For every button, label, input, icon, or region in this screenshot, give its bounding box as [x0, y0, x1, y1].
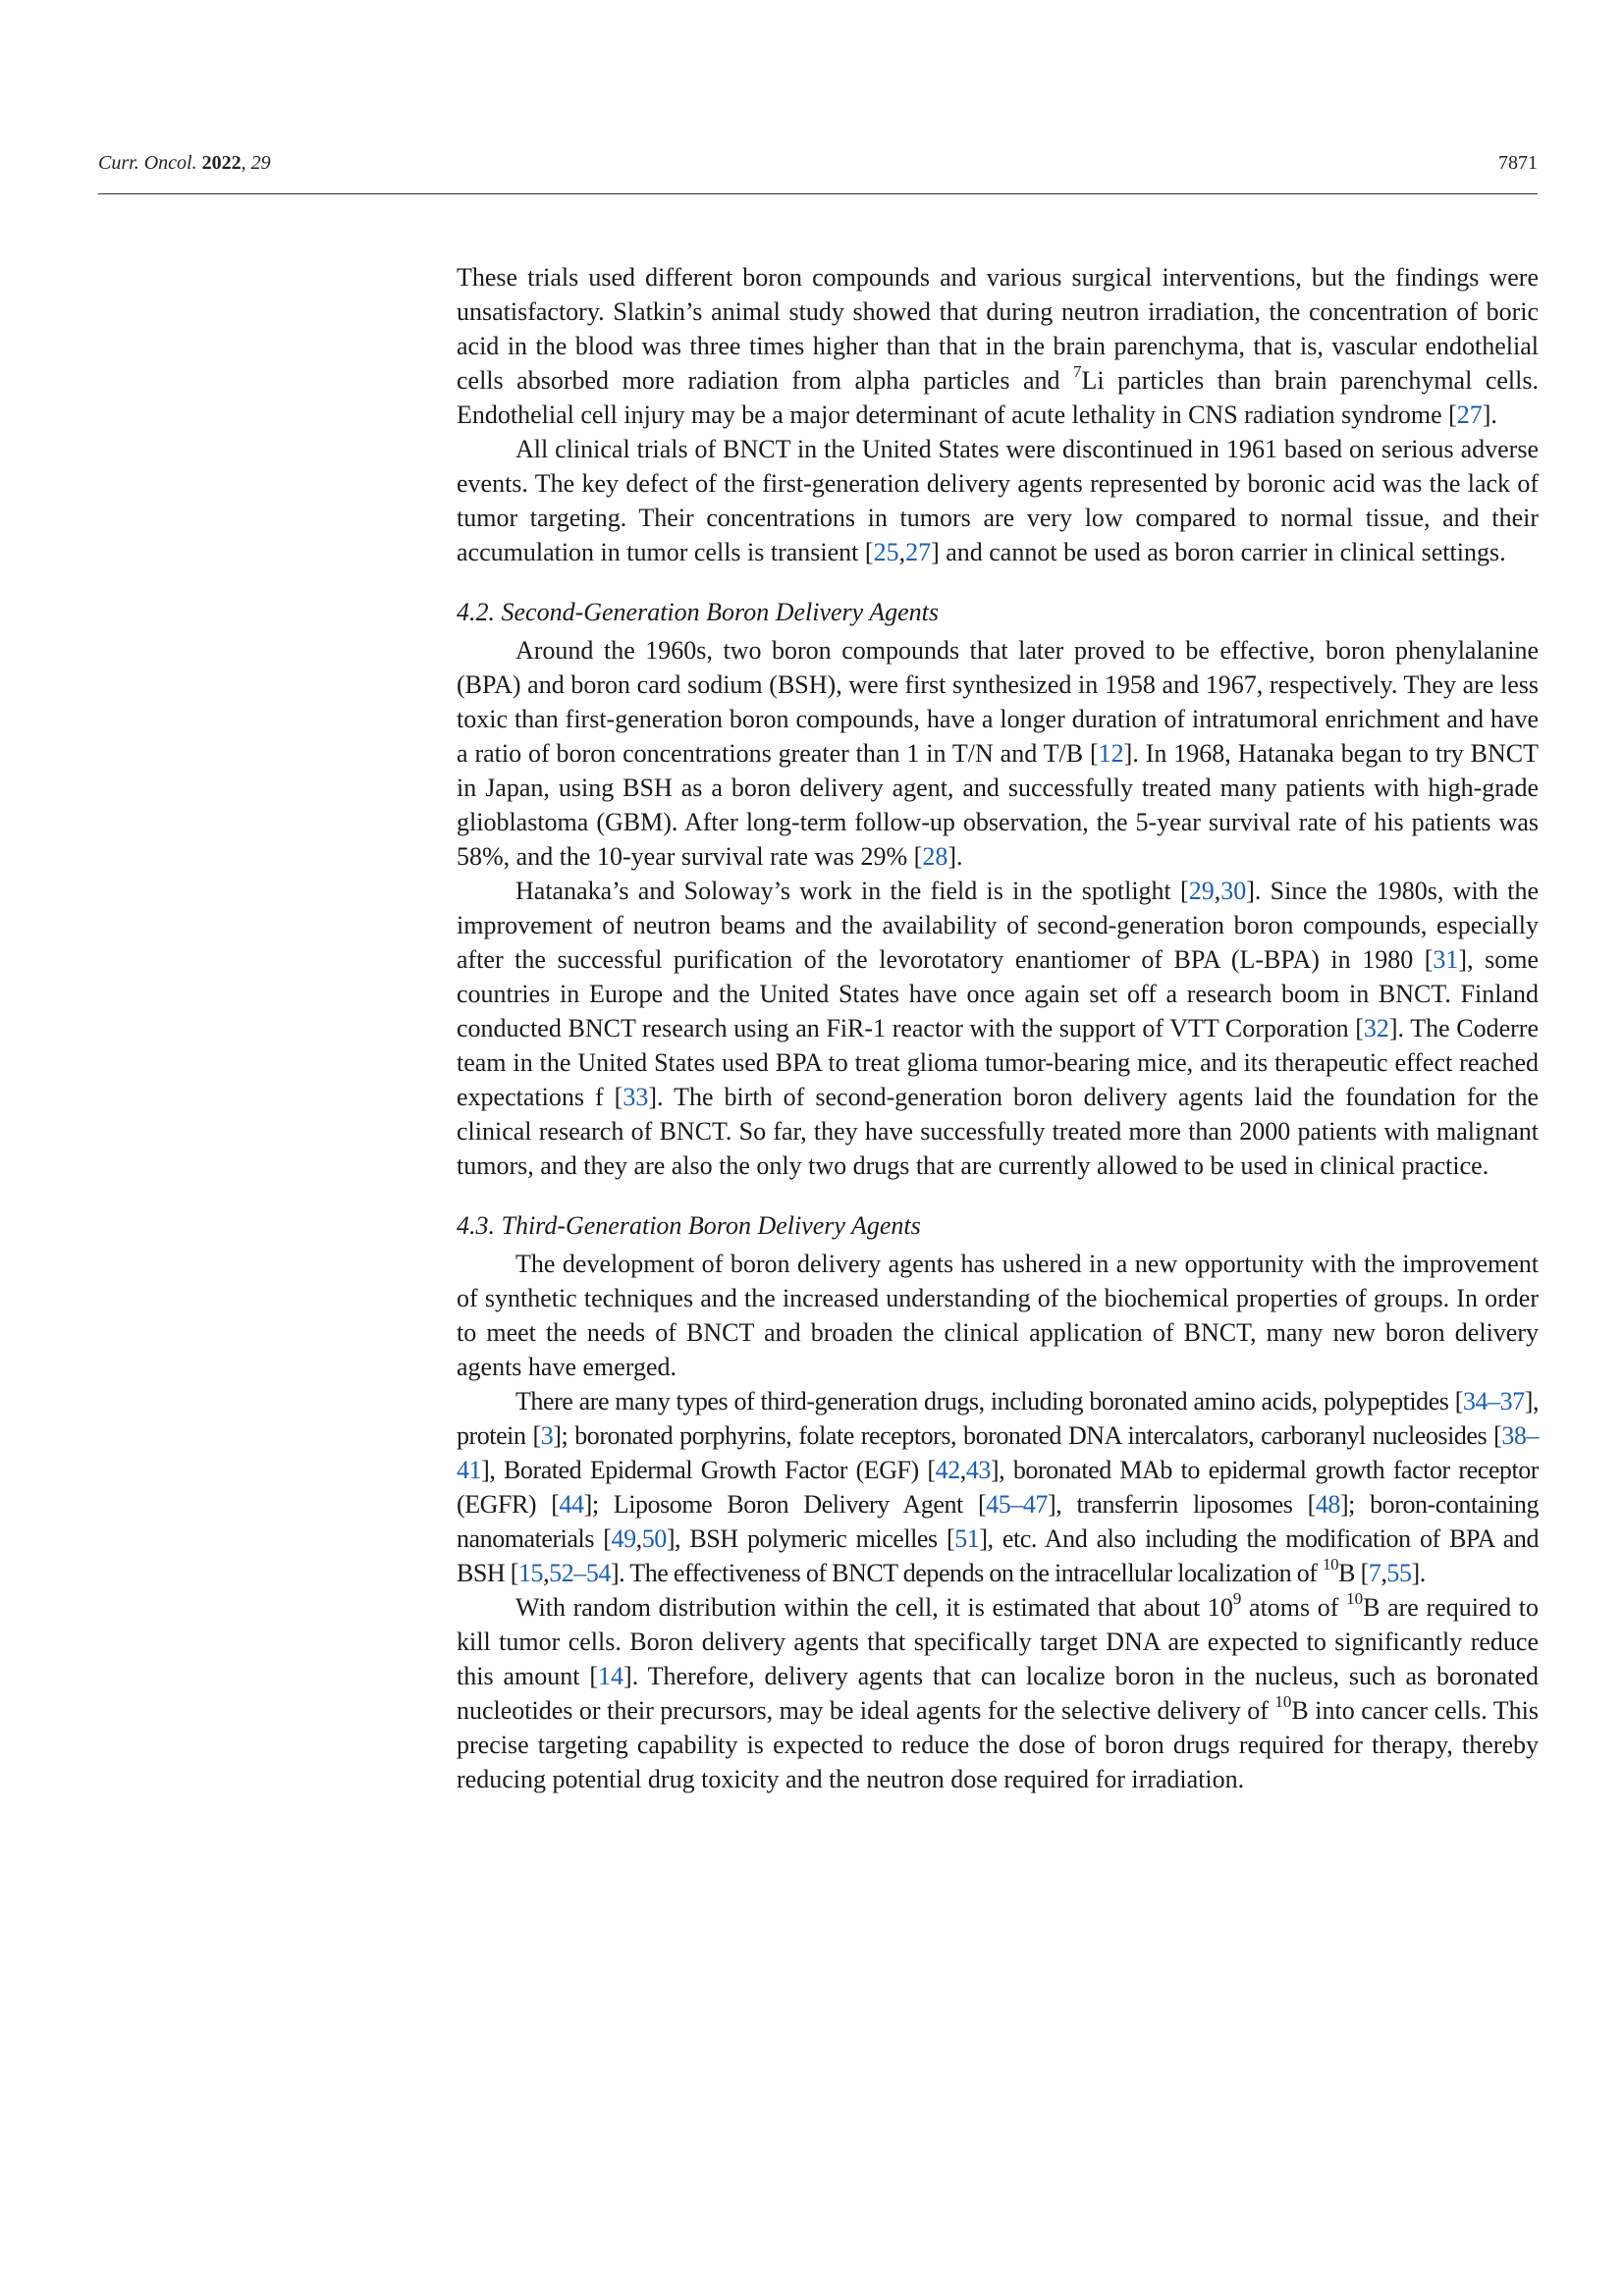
citation-link[interactable]: 14 — [598, 1662, 624, 1690]
superscript-exponent: 9 — [1232, 1589, 1242, 1609]
citation-link[interactable]: 32 — [1363, 1014, 1389, 1042]
citation-link[interactable]: 27 — [1456, 400, 1483, 429]
citation-link[interactable]: 44 — [559, 1490, 584, 1519]
superscript-isotope: 10 — [1346, 1589, 1364, 1609]
paragraph-new-agents — [457, 1247, 1539, 1384]
text-span: ], Borated Epidermal Growth Factor (EGF) [ — [481, 1456, 936, 1484]
text-span: All clinical trials of BNCT in the United States were discontinued in 1961 based on serious adverse events. The key defect of the first-generation delivery agents represented by boronic acid was the lack of tumor targeting. Their concentrations in tumors are very low compared to normal tissue, and their accumulation in tumor cells is transient [ — [457, 435, 1539, 566]
text-span: ], some countries in Europe and the United States have once again set off a research boom in BNCT. Finland conducted BNCT research using an FiR-1 reactor with the support of VTT Corporation [ — [457, 945, 1539, 1042]
citation-link[interactable]: 55 — [1386, 1559, 1412, 1587]
journal-name: Curr. Oncol. — [98, 152, 197, 174]
citation-link[interactable]: 52–54 — [549, 1559, 611, 1587]
superscript-isotope: 7 — [1073, 362, 1082, 382]
text-span: ]; Liposome Boron Delivery Agent [ — [583, 1490, 987, 1519]
text-span: ]; boron-containing nanomaterials [ — [457, 1490, 1539, 1553]
citation-separator: , — [635, 1524, 642, 1553]
text-span: ]. The birth of second-generation boron delivery agents laid the foundation for the clinical research of BNCT. So far, they have successfully treated more than 2000 patients with malignant tumors, and they are also the only two drugs that are currently allowed to be used in clinical practice. — [457, 1083, 1539, 1180]
paragraph-trials-discontinued — [457, 432, 1539, 569]
text-span: B into cancer cells. This precise targeting capability is expected to reduce the dose of boron drugs required for therapy, thereby reducing potential drug toxicity and the neutron dose required for irradiation. — [457, 1696, 1539, 1793]
citation-separator: , — [1214, 877, 1221, 905]
citation-link[interactable]: 51 — [954, 1524, 980, 1553]
journal-volume: 29 — [250, 152, 271, 174]
text-span: ]. — [1411, 1559, 1426, 1587]
text-span: The development of boron delivery agents has ushered in a new opportunity with the improvement of synthetic techniques and the increased understanding of the biochemical properties of groups. In order to meet the needs of BNCT and broaden the clinical application of BNCT, many new boron delivery agents have emerged. — [457, 1250, 1539, 1381]
text-span: B [ — [1338, 1559, 1369, 1587]
citation-link[interactable]: 45–47 — [986, 1490, 1048, 1519]
text-span: Around the 1960s, two boron compounds that later proved to be effective, boron phenylalanine (BPA) and boron card sodium (BSH), were first synthesized in 1958 and 1967, respectively. They are less toxic than first-generation boron compounds, have a longer duration of intratumoral enrichment and have a ratio of boron concentrations greater than 1 in T/N and T/B [ — [457, 636, 1539, 768]
text-span: ]. The Coderre team in the United States used BPA to treat glioma tumor-bearing mice, and its therapeutic effect reached expectations f [ — [457, 1014, 1539, 1111]
text-span: ]. — [1482, 400, 1497, 429]
citation-separator: , — [543, 1559, 550, 1587]
paragraph-third-gen-types — [457, 1384, 1539, 1590]
text-span: ]. — [947, 842, 963, 871]
body-text-column — [457, 260, 1539, 1796]
text-span: ]. Therefore, delivery agents that can localize boron in the nucleus, such as boronated nucleotides or their precursors, may be ideal agents for the selective delivery of — [457, 1662, 1539, 1725]
text-span: These trials used different boron compounds and various surgical interventions, but the findings were unsatisfactory. Slatkin’s animal study showed that during neutron irradiation, the concentration of boric acid in the blood was three times higher than that in the brain parenchyma, that is, vascular endothelial cells absorbed more radiation from alpha particles and — [457, 263, 1539, 395]
text-span: ], boronated MAb to epidermal growth factor receptor (EGFR) [ — [457, 1456, 1539, 1519]
citation-link[interactable]: 50 — [641, 1524, 667, 1553]
text-span: ]. The effectiveness of BNCT depends on the intracellular localization of — [610, 1559, 1324, 1587]
paragraph-research-boom — [457, 874, 1539, 1183]
text-span: ] and cannot be used as boron carrier in clinical settings. — [931, 538, 1506, 566]
citation-link[interactable]: 38–41 — [457, 1421, 1540, 1484]
text-span: Hatanaka’s and Soloway’s work in the field is in the spotlight [ — [515, 877, 1189, 905]
citation-link[interactable]: 29 — [1188, 877, 1215, 905]
citation-link[interactable]: 48 — [1315, 1490, 1340, 1519]
citation-link[interactable]: 15 — [518, 1559, 544, 1587]
text-span: ], etc. And also including the modification of BPA and BSH [ — [457, 1524, 1540, 1587]
journal-citation: Curr. Oncol. 2022, 29 — [98, 152, 271, 174]
citation-separator: , — [898, 538, 906, 566]
citation-link[interactable]: 27 — [905, 538, 932, 566]
section-heading-4-3: 4.3. Third-Generation Boron Delivery Agents — [457, 1211, 921, 1240]
text-span: There are many types of third-generation drugs, including boronated amino acids, polypeptides [ — [515, 1387, 1463, 1415]
citation-link[interactable]: 7 — [1368, 1559, 1381, 1587]
section-heading-4-2: 4.2. Second-Generation Boron Delivery Agents — [457, 598, 939, 626]
text-span: ], BSH polymeric micelles [ — [666, 1524, 955, 1553]
text-span: B are required to kill tumor cells. Boron delivery agents that specifically target DNA are expected to significantly reduce this amount [ — [457, 1593, 1539, 1690]
citation-separator: , — [959, 1456, 966, 1484]
citation-separator: , — [1380, 1559, 1387, 1587]
citation-link[interactable]: 34–37 — [1462, 1387, 1525, 1415]
superscript-isotope: 10 — [1274, 1692, 1292, 1712]
journal-year: 2022 — [201, 152, 242, 174]
text-span: ]. In 1968, Hatanaka began to try BNCT in Japan, using BSH as a boron delivery agent, and successfully treated many patients with high-grade glioblastoma (GBM). After long-term follow-up observation, the 5-year survival rate of his patients was 58%, and the 10-year survival rate was 29% [ — [457, 739, 1539, 871]
text-span: Li particles than brain parenchymal cells. Endothelial cell injury may be a major determinant of acute lethality in CNS radiation syndrome [ — [457, 366, 1539, 429]
citation-link[interactable]: 43 — [965, 1456, 991, 1484]
page-number: 7871 — [1498, 152, 1538, 174]
citation-link[interactable]: 31 — [1433, 945, 1459, 974]
text-span: With random distribution within the cell, it is estimated that about 10 — [515, 1593, 1233, 1622]
header-rule — [98, 193, 1538, 194]
text-span: ], transferrin liposomes [ — [1047, 1490, 1316, 1519]
citation-link[interactable]: 3 — [540, 1421, 554, 1450]
superscript-isotope: 10 — [1323, 1555, 1339, 1575]
citation-link[interactable]: 30 — [1220, 877, 1247, 905]
paragraph-trials-findings — [457, 260, 1539, 432]
citation-link[interactable]: 28 — [922, 842, 948, 871]
citation-link[interactable]: 42 — [935, 1456, 960, 1484]
running-header — [98, 152, 1538, 175]
citation-link[interactable]: 25 — [873, 538, 899, 566]
paragraph-bpa-bsh-synthesis — [457, 633, 1539, 874]
text-span: ], protein [ — [457, 1387, 1539, 1450]
citation-link[interactable]: 33 — [623, 1083, 649, 1111]
citation-link[interactable]: 49 — [611, 1524, 636, 1553]
text-span: ]; boronated porphyrins, folate receptors, boronated DNA intercalators, carboranyl nucleosides [ — [553, 1421, 1502, 1450]
text-span: ]. Since the 1980s, with the improvement of neutron beams and the availability of second-generation boron compounds, especially after the successful purification of the levorotatory enantiomer of BPA (L-BPA) in 1980 [ — [457, 877, 1539, 974]
text-span: atoms of — [1241, 1593, 1347, 1622]
citation-link[interactable]: 12 — [1098, 739, 1124, 768]
paragraph-dna-targeting — [457, 1590, 1539, 1796]
